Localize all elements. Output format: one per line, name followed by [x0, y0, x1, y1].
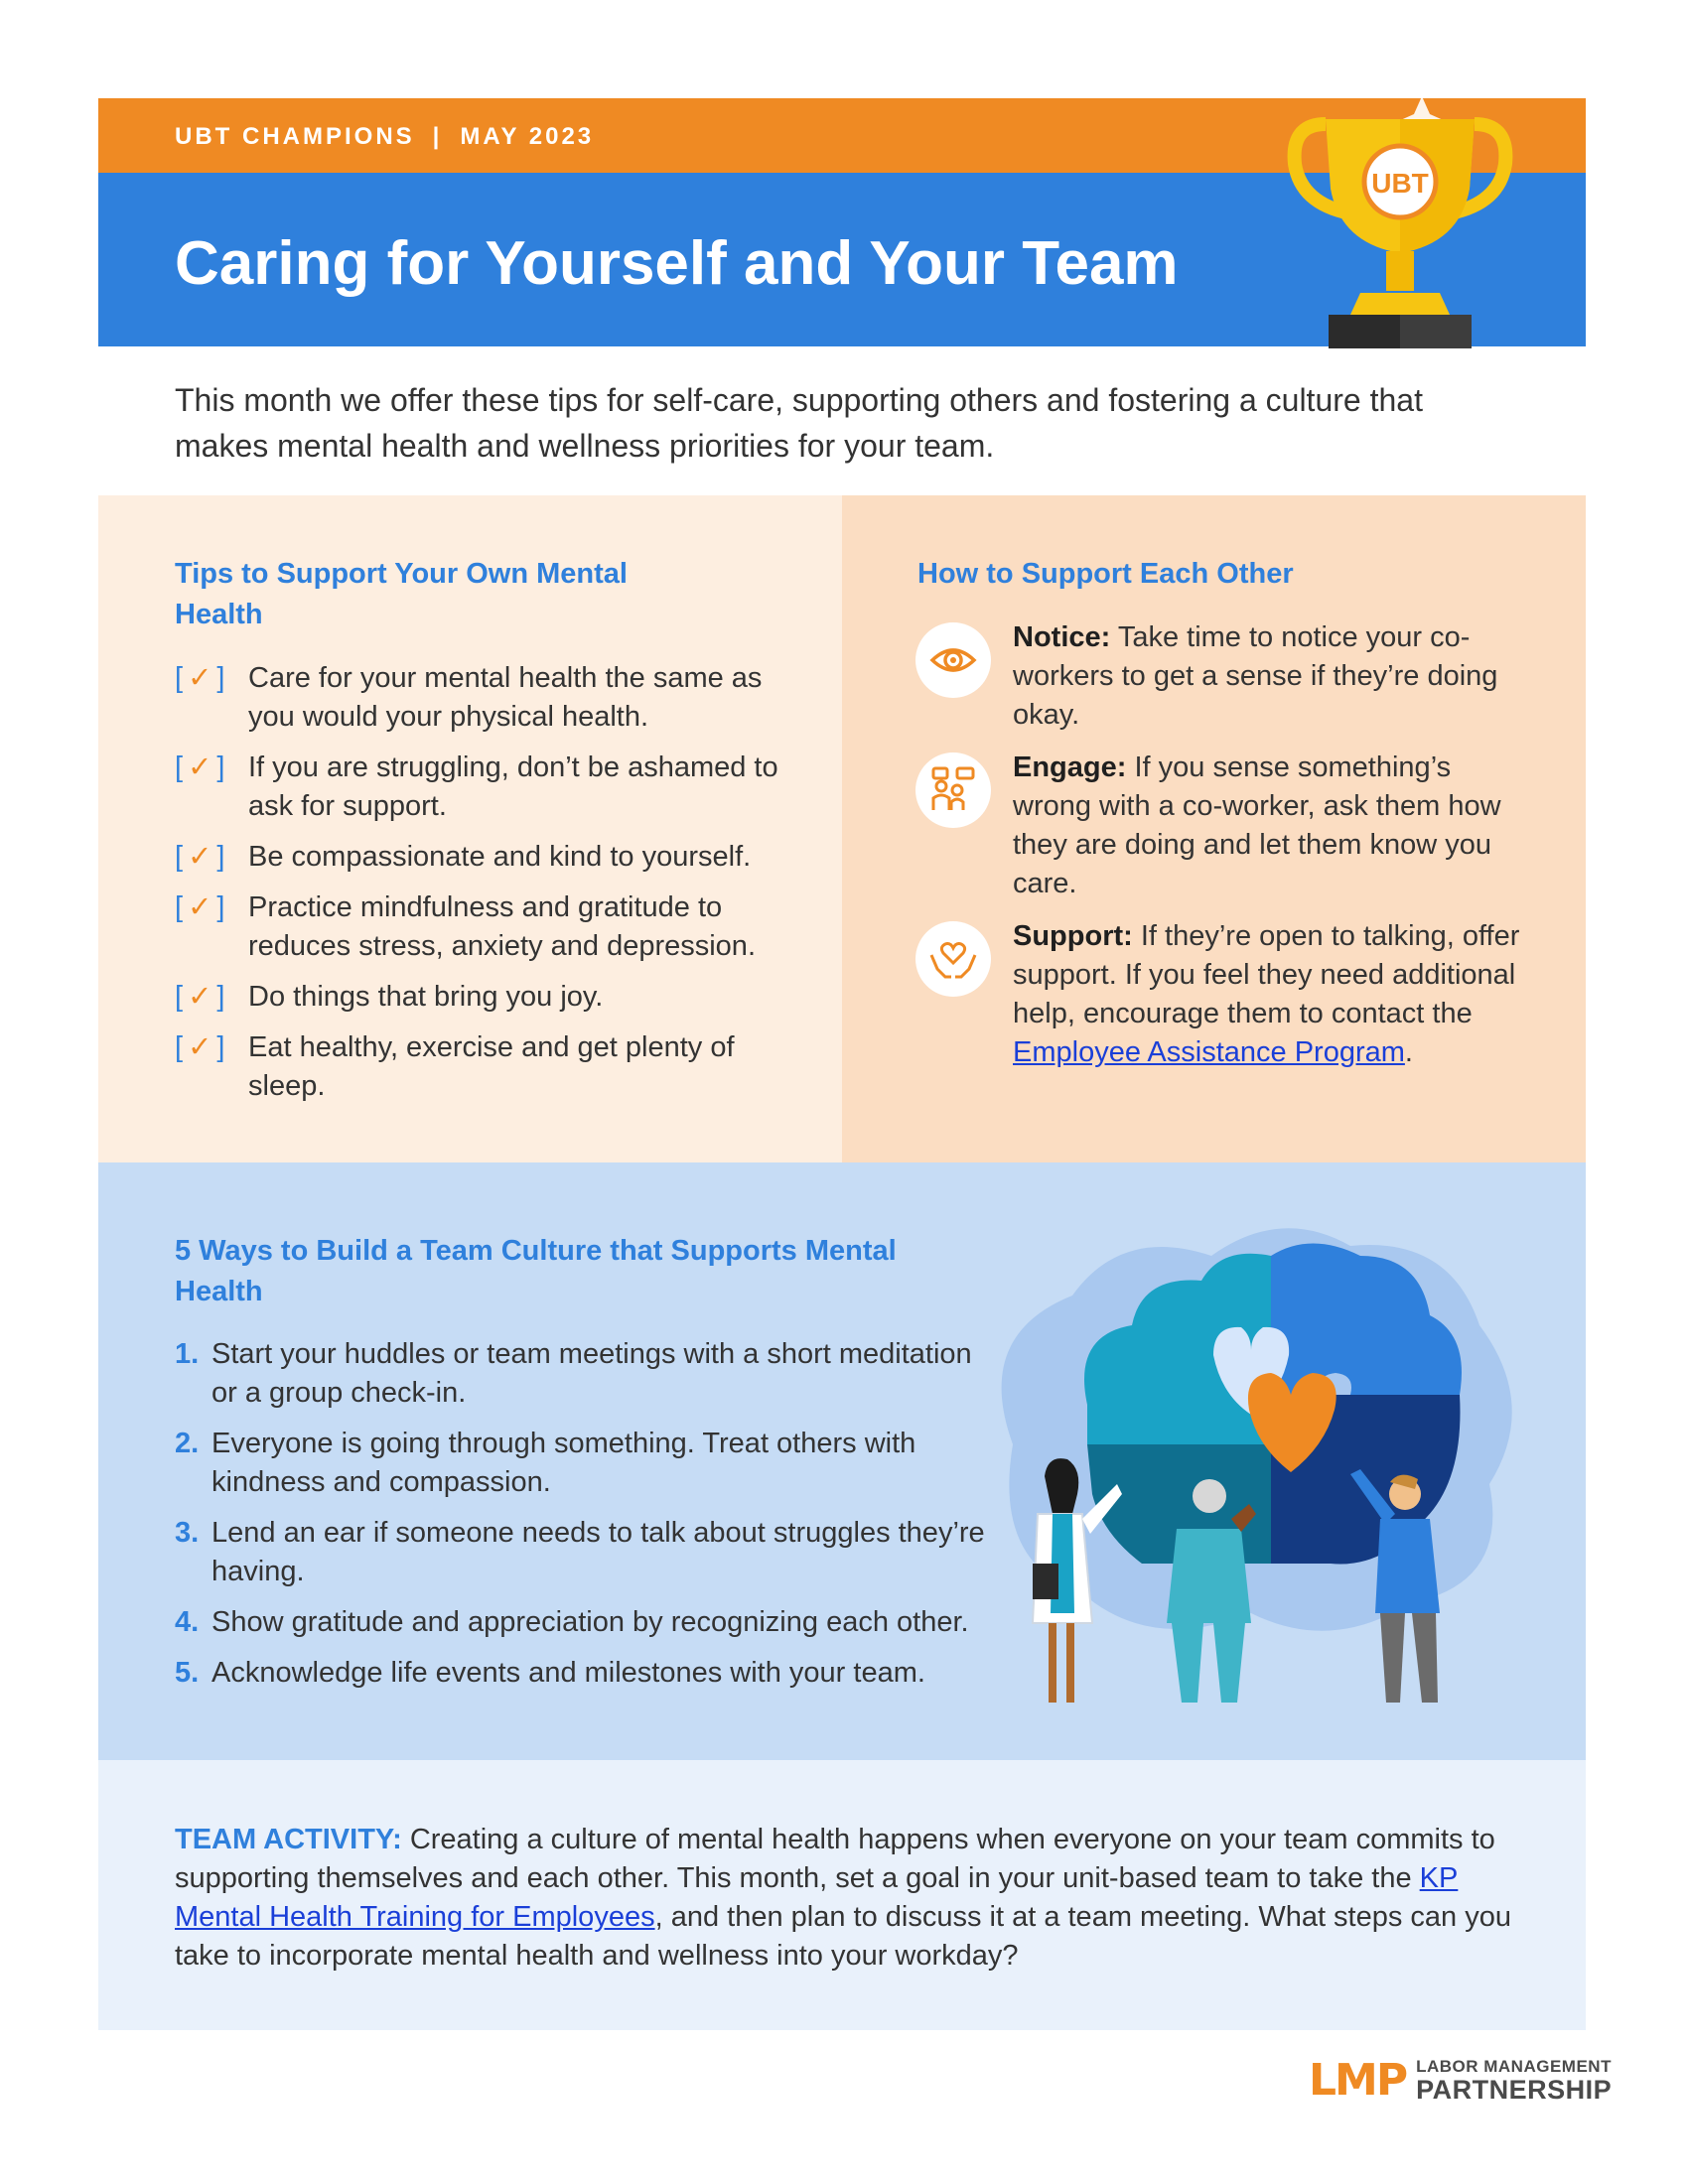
support-label: Support:: [1013, 920, 1133, 952]
ways-list: [175, 1335, 999, 1705]
check-icon: [ ✓ ]: [175, 981, 225, 1013]
way-text: Everyone is going through something. Treat others with kindness and compassion.: [211, 1428, 916, 1498]
list-item: [175, 659, 790, 737]
check-icon: [ ✓ ]: [175, 751, 225, 783]
ways-heading: 5 Ways to Build a Team Culture that Supports Mental Health: [175, 1235, 897, 1307]
list-item: [175, 1028, 790, 1106]
item-number: 2.: [175, 1428, 200, 1459]
tip-text: If you are struggling, don’t be ashamed to ask for support.: [248, 751, 778, 822]
eye-icon: [915, 622, 991, 698]
support-text: Support: If they’re open to talking, offer support. If you feel they need additional help, encourage them to contact the Employee Assistance Program.: [1013, 920, 1520, 1068]
support-text: Notice: Take time to notice your co-workers to get a sense if they’re doing okay.: [1013, 621, 1498, 731]
logo-mark: LMP: [1309, 2055, 1407, 2106]
kp-training-link[interactable]: KP Mental Health Training for Employees: [175, 1862, 1459, 1933]
tip-text: Do things that bring you joy.: [248, 981, 604, 1013]
trophy-badge-text: UBT: [1371, 168, 1429, 199]
item-number: 4.: [175, 1606, 200, 1638]
support-label: Notice:: [1013, 621, 1111, 653]
people-talking-icon: [915, 752, 991, 828]
tips-checklist: [175, 659, 790, 1118]
team-puzzle-illustration: [953, 1186, 1549, 1742]
check-icon: [ ✓ ]: [175, 891, 225, 923]
page-title: Caring for Yourself and Your Team: [175, 229, 1179, 298]
item-number: 1.: [175, 1338, 200, 1370]
support-text: Engage: If you sense something’s wrong with a co-worker, ask them how they are doing and let them know you care.: [1013, 751, 1501, 899]
item-number: 3.: [175, 1517, 200, 1549]
intro-paragraph: This month we offer these tips for self-care, supporting others and fostering a culture that makes mental health and wellness priorities for your team.: [175, 382, 1423, 464]
way-text: Acknowledge life events and milestones with your team.: [211, 1657, 925, 1689]
activity-label: TEAM ACTIVITY:: [175, 1824, 402, 1855]
tip-text: Eat healthy, exercise and get plenty of sleep.: [248, 1031, 735, 1102]
logo-line-1: LABOR MANAGEMENT: [1416, 2057, 1612, 2076]
tip-text: Practice mindfulness and gratitude to reduces stress, anxiety and depression.: [248, 891, 756, 962]
tip-text: Care for your mental health the same as you would your physical health.: [248, 662, 763, 733]
list-item: [175, 1654, 999, 1693]
way-text: Show gratitude and appreciation by recognizing each other.: [211, 1606, 969, 1638]
list-item: [175, 1514, 999, 1591]
trophy-icon: [1281, 94, 1519, 348]
issue-date: MAY 2023: [460, 123, 595, 150]
team-activity-paragraph: TEAM ACTIVITY: Creating a culture of mental health happens when everyone on your team commits to supporting themselves and each other. This month, set a goal in your unit-based team to take the KP Mental Health Training for Employees, and then plan to discuss it at a team meeting. What steps can you take to incorporate mental health and wellness into your workday?: [175, 1824, 1512, 1972]
list-item: [175, 749, 790, 826]
check-icon: [ ✓ ]: [175, 841, 225, 873]
kicker-separator: |: [432, 123, 443, 150]
item-number: 5.: [175, 1657, 200, 1689]
program-name: UBT CHAMPIONS: [175, 123, 415, 150]
tip-text: Be compassionate and kind to yourself.: [248, 841, 752, 873]
tips-heading: Tips to Support Your Own Mental Health: [175, 558, 628, 630]
list-item: [175, 838, 790, 877]
list-item: [175, 1425, 999, 1502]
support-list: [915, 618, 1521, 1086]
list-item: [175, 978, 790, 1017]
support-label: Engage:: [1013, 751, 1127, 783]
support-item-support: [915, 917, 1521, 1072]
way-text: Lend an ear if someone needs to talk about struggles they’re having.: [211, 1517, 985, 1587]
eap-link[interactable]: Employee Assistance Program: [1013, 1036, 1405, 1068]
check-icon: [ ✓ ]: [175, 662, 225, 694]
list-item: [175, 888, 790, 966]
support-heading: How to Support Each Other: [917, 558, 1294, 590]
support-item-notice: [915, 618, 1521, 735]
logo-line-2: PARTNERSHIP: [1416, 2075, 1613, 2105]
hands-heart-icon: [915, 921, 991, 997]
list-item: [175, 1603, 999, 1642]
header-kicker: [175, 123, 594, 151]
support-item-engage: [915, 749, 1521, 903]
list-item: [175, 1335, 999, 1413]
lmp-logo: [1309, 2055, 1612, 2106]
way-text: Start your huddles or team meetings with a short meditation or a group check-in.: [211, 1338, 972, 1409]
check-icon: [ ✓ ]: [175, 1031, 225, 1063]
